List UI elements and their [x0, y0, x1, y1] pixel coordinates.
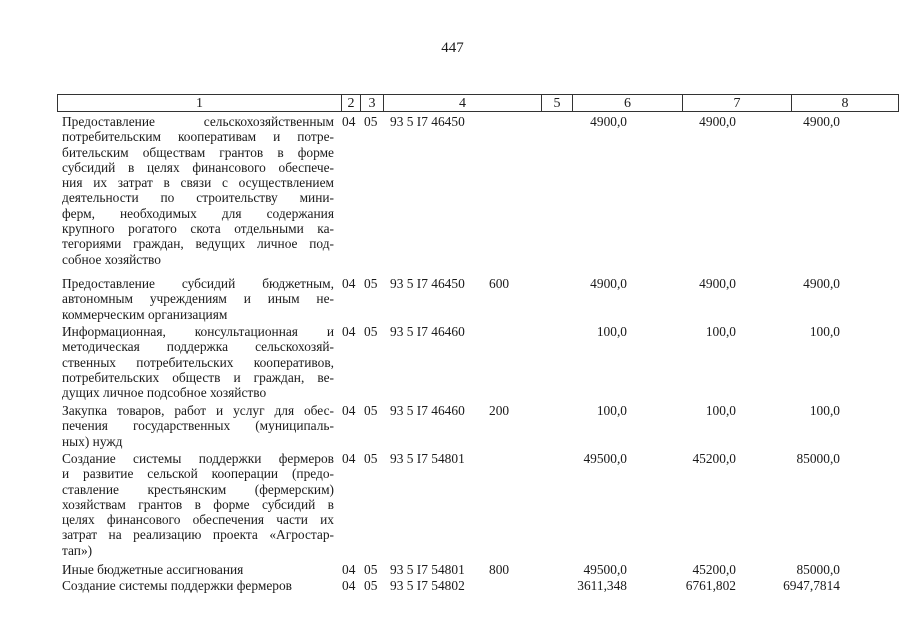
description-line: Создание системы поддержки фермеров [62, 451, 334, 466]
section-code: 04 [342, 562, 356, 577]
description-line: ственных потребительских кооперативов, [62, 354, 334, 370]
amount-year-3: 6947,7814 [783, 578, 840, 593]
amount-year-2: 45200,0 [692, 562, 736, 577]
description-line: хозяйствам грантов в форме субсидий в [62, 496, 334, 512]
description-line: собное хозяйство [62, 251, 161, 267]
amount-year-1: 100,0 [596, 403, 627, 418]
amount-year-3: 100,0 [809, 403, 840, 418]
amount-year-2: 4900,0 [699, 114, 736, 129]
header-col-5: 5 [541, 94, 573, 112]
amount-year-1: 49500,0 [583, 451, 627, 466]
subsection-code: 05 [364, 324, 378, 339]
expense-type-code: 800 [489, 562, 510, 577]
description-line: Иные бюджетные ассигнования [62, 562, 244, 577]
amount-year-2: 6761,802 [685, 578, 736, 593]
amount-year-1: 49500,0 [583, 562, 627, 577]
row-description [62, 562, 334, 577]
amount-year-1: 100,0 [596, 324, 627, 339]
header-col-4: 4 [383, 94, 542, 112]
section-code: 04 [342, 324, 356, 339]
amount-year-2: 100,0 [705, 324, 736, 339]
amount-year-1: 4900,0 [590, 276, 627, 291]
description-line: ния их затрат в связи с осуществлением [62, 175, 334, 191]
description-line: дущих личное подсобное хозяйство [62, 385, 267, 401]
amount-year-2: 100,0 [705, 403, 736, 418]
description-line: печения государственных (муниципаль- [62, 418, 334, 434]
description-line: тегориями граждан, ведущих личное под- [62, 236, 334, 252]
amount-year-1: 3611,348 [577, 578, 627, 593]
description-line: бительским обществам грантов в форме [62, 144, 334, 160]
target-article-code: 93 5 I7 46460 [390, 403, 465, 418]
description-line: ферм, необходимых для содержания [62, 205, 334, 221]
target-article-code: 93 5 I7 46450 [390, 114, 465, 129]
row-description [62, 451, 334, 558]
amount-year-2: 4900,0 [699, 276, 736, 291]
description-line: потребительским кооперативам и потре- [62, 129, 334, 145]
header-col-6: 6 [572, 94, 683, 112]
description-line: Создание системы поддержки фермеров [62, 578, 292, 593]
header-col-3: 3 [360, 94, 384, 112]
target-article-code: 93 5 I7 54802 [390, 578, 465, 593]
section-code: 04 [342, 403, 356, 418]
row-description [62, 578, 334, 593]
header-col-7: 7 [682, 94, 792, 112]
expense-type-code: 200 [489, 403, 510, 418]
description-line: Информационная, консультационная и [62, 324, 334, 339]
description-line: тап») [62, 542, 93, 558]
description-line: деятельности по строительству мини- [62, 190, 334, 206]
section-code: 04 [342, 276, 356, 291]
subsection-code: 05 [364, 578, 378, 593]
description-line: и развитие сельской кооперации (предо- [62, 466, 334, 482]
description-line: крупного рогатого скота отдельными ка- [62, 221, 334, 237]
description-line: Предоставление сельскохозяйственным [62, 114, 334, 129]
target-article-code: 93 5 I7 54801 [390, 451, 465, 466]
section-code: 04 [342, 114, 356, 129]
description-line: целях финансового обеспечения части их [62, 512, 334, 528]
subsection-code: 05 [364, 562, 378, 577]
amount-year-2: 45200,0 [692, 451, 736, 466]
amount-year-3: 85000,0 [796, 451, 840, 466]
section-code: 04 [342, 578, 356, 593]
subsection-code: 05 [364, 403, 378, 418]
description-line: автономным учреждениям и иным не- [62, 291, 334, 307]
description-line: методическая поддержка сельскохозяй- [62, 339, 334, 355]
header-col-8: 8 [791, 94, 899, 112]
target-article-code: 93 5 I7 54801 [390, 562, 465, 577]
subsection-code: 05 [364, 451, 378, 466]
subsection-code: 05 [364, 276, 378, 291]
amount-year-3: 85000,0 [796, 562, 840, 577]
description-line: ных) нужд [62, 433, 123, 449]
description-line: коммерческим организациям [62, 306, 228, 322]
description-line: потребительских обществ и граждан, ве- [62, 369, 334, 385]
description-line: затрат на реализацию проекта «Агростар- [62, 527, 334, 543]
description-line: Закупка товаров, работ и услуг для обес- [62, 403, 334, 418]
row-description [62, 324, 334, 400]
row-description [62, 403, 334, 449]
page-number: 447 [441, 40, 464, 56]
description-line: ставление крестьянским (фермерским) [62, 481, 334, 497]
expense-type-code: 600 [489, 276, 510, 291]
subsection-code: 05 [364, 114, 378, 129]
row-description [62, 276, 334, 322]
header-col-1: 1 [57, 94, 342, 112]
amount-year-3: 4900,0 [803, 276, 840, 291]
target-article-code: 93 5 I7 46450 [390, 276, 465, 291]
amount-year-1: 4900,0 [590, 114, 627, 129]
target-article-code: 93 5 I7 46460 [390, 324, 465, 339]
row-description [62, 114, 334, 267]
description-line: Предоставление субсидий бюджетным, [62, 276, 334, 291]
header-col-2: 2 [341, 94, 361, 112]
section-code: 04 [342, 451, 356, 466]
amount-year-3: 100,0 [809, 324, 840, 339]
description-line: субсидий в целях финансового обеспече- [62, 159, 334, 175]
amount-year-3: 4900,0 [803, 114, 840, 129]
